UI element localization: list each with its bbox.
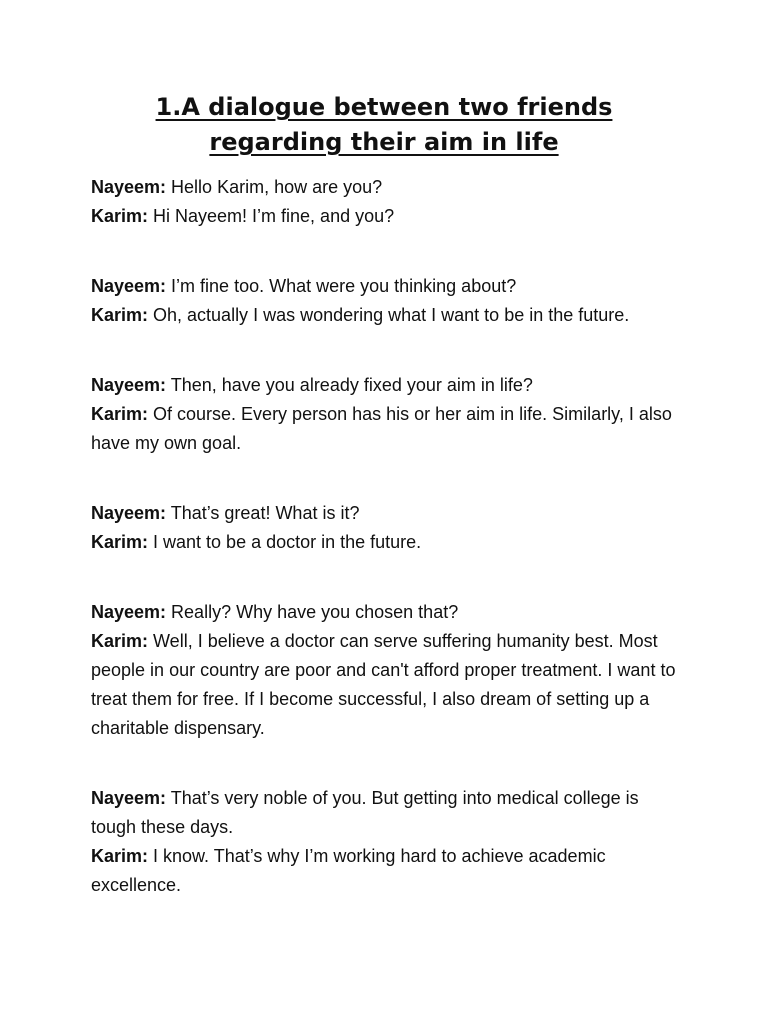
speaker-name: Karim: xyxy=(91,305,149,325)
dialogue-text: Of course. Every person has his or her aim in life. Similarly, I also have my own goal. xyxy=(91,404,672,453)
title-line-2: regarding their aim in life xyxy=(209,128,559,156)
dialogue-text: That’s great! What is it? xyxy=(166,503,360,523)
dialogue-line xyxy=(91,173,681,202)
dialogue-line xyxy=(91,627,681,743)
dialogue-text: Oh, actually I was wondering what I want to be in the future. xyxy=(148,305,630,325)
dialogue-text: Really? Why have you chosen that? xyxy=(166,602,459,622)
speaker-name: Nayeem: xyxy=(91,602,167,622)
dialogue-exchange xyxy=(91,371,681,458)
speaker-name: Nayeem: xyxy=(91,177,167,197)
speaker-name: Nayeem: xyxy=(91,788,167,808)
dialogue-line xyxy=(91,784,681,842)
dialogue-text: I’m fine too. What were you thinking about? xyxy=(166,276,517,296)
speaker-name: Karim: xyxy=(91,404,149,424)
document-title xyxy=(80,90,688,160)
dialogue-line xyxy=(91,528,681,557)
dialogue-body xyxy=(91,173,681,941)
speaker-name: Nayeem: xyxy=(91,503,167,523)
speaker-name: Karim: xyxy=(91,532,149,552)
dialogue-exchange xyxy=(91,499,681,557)
dialogue-line xyxy=(91,842,681,900)
dialogue-line xyxy=(91,272,681,301)
dialogue-text: Hello Karim, how are you? xyxy=(166,177,383,197)
dialogue-line xyxy=(91,598,681,627)
dialogue-exchange xyxy=(91,272,681,330)
dialogue-line xyxy=(91,202,681,231)
dialogue-exchange xyxy=(91,598,681,743)
dialogue-text: Then, have you already fixed your aim in life? xyxy=(166,375,533,395)
speaker-name: Karim: xyxy=(91,846,149,866)
dialogue-text: That’s very noble of you. But getting into medical college is tough these days. xyxy=(91,788,639,837)
dialogue-text: I know. That’s why I’m working hard to achieve academic excellence. xyxy=(91,846,606,895)
speaker-name: Karim: xyxy=(91,631,149,651)
speaker-name: Karim: xyxy=(91,206,149,226)
dialogue-line xyxy=(91,371,681,400)
dialogue-text: Hi Nayeem! I’m fine, and you? xyxy=(148,206,395,226)
dialogue-exchange xyxy=(91,784,681,900)
dialogue-text: Well, I believe a doctor can serve suffering humanity best. Most people in our country are poor and can't afford proper treatment. I want to treat them for free. If I become successful, I also dream of setting up a charitable dispensary. xyxy=(91,631,676,738)
speaker-name: Nayeem: xyxy=(91,375,167,395)
dialogue-line xyxy=(91,301,681,330)
dialogue-text: I want to be a doctor in the future. xyxy=(148,532,422,552)
dialogue-line xyxy=(91,499,681,528)
title-line-1: 1.A dialogue between two friends xyxy=(155,93,613,121)
speaker-name: Nayeem: xyxy=(91,276,167,296)
dialogue-exchange xyxy=(91,173,681,231)
dialogue-line xyxy=(91,400,681,458)
